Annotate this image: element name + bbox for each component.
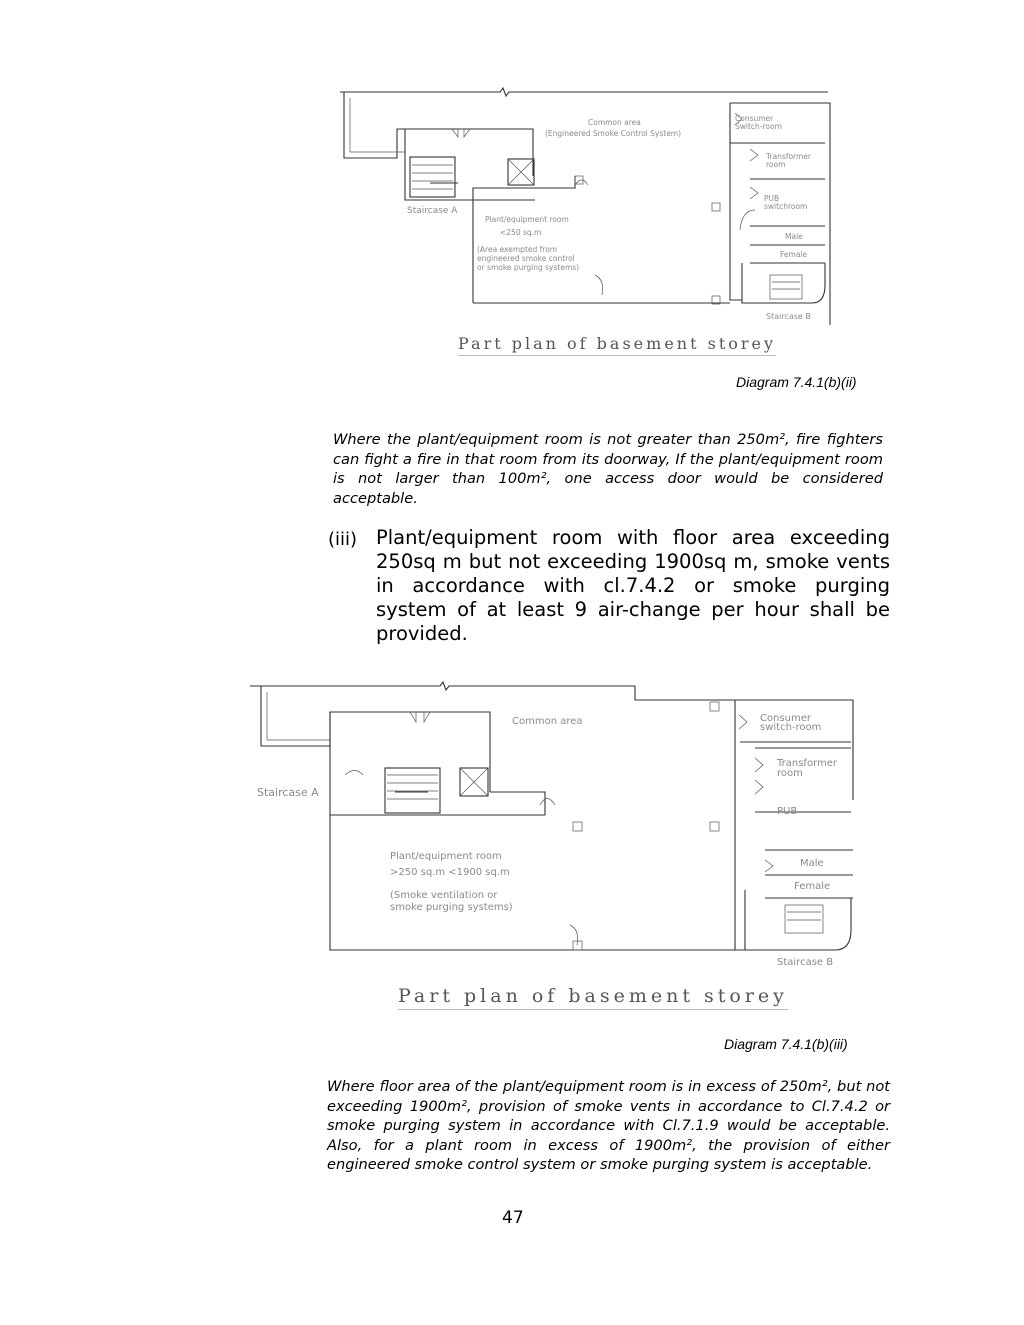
note-paragraph-1: Where the plant/equipment room is not greater than 250m², fire fighters can fight a fire in that room from its doorway, If the plant/equipment room is not larger than 100m², one access door would be considered acceptable. [333, 431, 883, 507]
male-label: Male [800, 858, 824, 869]
floor-plan-diagram-2 [245, 680, 857, 972]
vent-line-1: (Smoke ventilation or [390, 890, 498, 901]
item-iii-text: Plant/equipment room with floor area exceeding 250sq m but not exceeding 1900sq m, smoke vents in accordance with cl.7.4.2 or smoke purging system of at least 9 air-change per hour shall be provided. [376, 526, 890, 645]
plant-area-label: <250 sq.m [500, 228, 542, 237]
plant-area-label: >250 sq.m <1900 sq.m [390, 867, 510, 878]
staircase-a-label: Staircase A [407, 206, 458, 216]
switch-room-label: switch-room [760, 722, 822, 733]
staircase-b-label: Staircase B [766, 312, 811, 321]
diagram-1-title: Part plan of basement storey [458, 334, 776, 356]
pub-label: PUB [764, 194, 780, 203]
floor-plan-diagram-1 [330, 85, 840, 330]
switch-room-label: Switch-room [735, 122, 782, 131]
vent-line-2: smoke purging systems) [390, 902, 513, 913]
consumer-label: Consumer [760, 713, 811, 724]
transformer-room-label: room [766, 160, 786, 169]
pub-switchroom-label: switchroom [764, 202, 808, 211]
transformer-label: Transformer [777, 758, 838, 769]
note-paragraph-2: Where floor area of the plant/equipment room is in excess of 250m², but not exceeding 1900m², provision of smoke vents in accordance to Cl.7.4.2 or smoke purging system in accordance with Cl.7.1.9 would be acceptable. Also, for a plant room in excess of 1900m², the provision of either engineered smoke control system or smoke purging system is acceptable. [327, 1078, 890, 1173]
item-number: (iii) [328, 529, 358, 550]
exempt-line-3: or smoke purging systems) [477, 263, 580, 272]
exempt-line-2: engineered smoke control [477, 254, 575, 263]
staircase-b-label: Staircase B [777, 957, 834, 968]
transformer-label: Transformer [766, 152, 812, 161]
female-label: Female [780, 250, 808, 259]
page-number: 47 [502, 1208, 524, 1228]
male-label: Male [785, 232, 803, 241]
plant-room-label: Plant/equipment room [390, 851, 502, 862]
staircase-a-label: Staircase A [257, 786, 319, 799]
common-area-note: (Engineered Smoke Control System) [545, 129, 682, 138]
pub-label: PUB [777, 806, 798, 817]
exempt-line-1: (Area exempted from [477, 245, 558, 254]
common-area-label: Common area [512, 716, 583, 727]
female-label: Female [794, 881, 831, 892]
diagram-2-caption: Diagram 7.4.1(b)(iii) [724, 1036, 848, 1052]
consumer-label: Consumer [735, 114, 774, 123]
diagram-1-caption: Diagram 7.4.1(b)(ii) [736, 374, 857, 390]
plant-room-label: Plant/equipment room [485, 215, 569, 224]
transformer-room-label: room [777, 768, 803, 779]
diagram-2-title: Part plan of basement storey [398, 985, 788, 1010]
common-area-label: Common area [588, 118, 641, 127]
